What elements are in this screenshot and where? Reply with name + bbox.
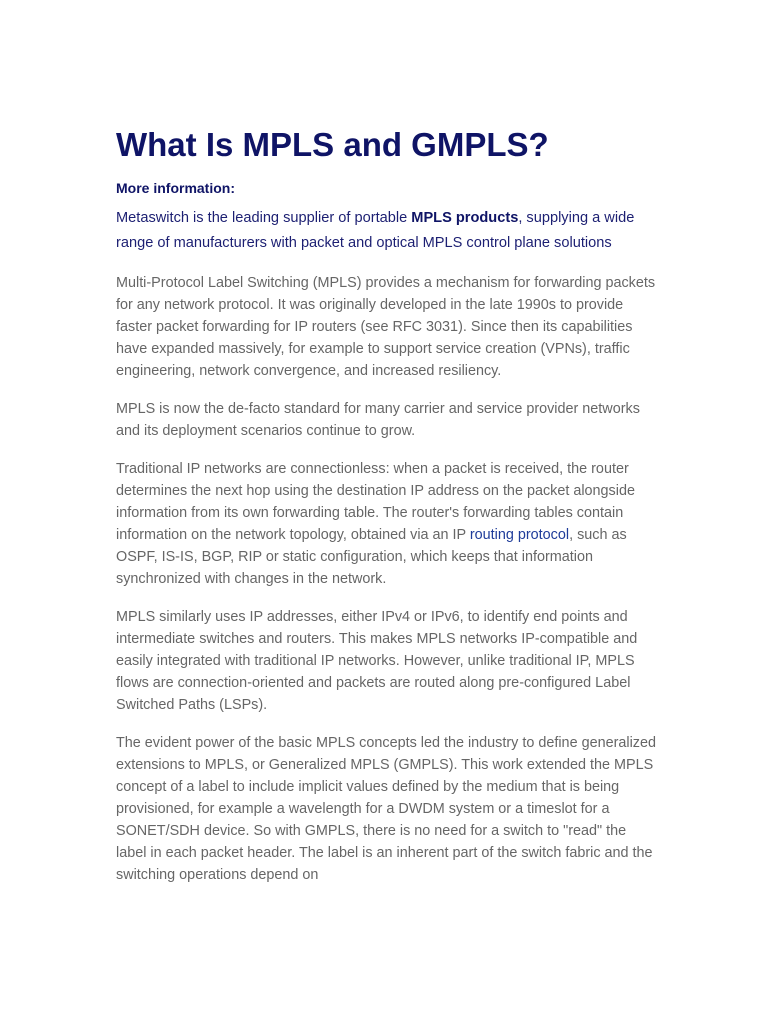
more-information-text (116, 206, 656, 256)
mpls-products-link[interactable]: MPLS products (411, 210, 519, 226)
article (116, 124, 656, 886)
paragraph-traditional-ip-after: , such as OSPF, IS-IS, BGP, RIP or static configuration, which keeps that information synchronized with changes in the network. (116, 527, 627, 587)
paragraph-mpls-ip-addresses: MPLS similarly uses IP addresses, either IPv4 or IPv6, to identify end points and intermediate switches and routers. This makes MPLS networks IP-compatible and easily integrated with traditional IP networks. However, unlike traditional IP, MPLS flows are connection-oriented and packets are routed along pre-configured Label Switched Paths (LSPs). (116, 609, 638, 713)
paragraph-mpls-intro: Multi-Protocol Label Switching (MPLS) provides a mechanism for forwarding packets for any network protocol. It was originally developed in the late 1990s to provide faster packet forwarding for IP routers (see RFC 3031). Since then its capabilities have expanded massively, for example to support service creation (VPNs), traffic engineering, network convergence, and increased resiliency. (116, 275, 656, 379)
paragraph-de-facto-standard: MPLS is now the de-facto standard for many carrier and service provider networks and its deployment scenarios continue to grow. (116, 401, 640, 439)
paragraph-traditional-ip (116, 458, 656, 590)
paragraph-gmpls: The evident power of the basic MPLS concepts led the industry to define generalized extensions to MPLS, or Generalized MPLS (GMPLS). This work extended the MPLS concept of a label to include implicit values defined by the medium that is being provisioned, for example a wavelength for a DWDM system or a timeslot for a SONET/SDH device. So with GMPLS, there is no need for a switch to "read" the label in each packet header. The label is an inherent part of the switch fabric and the switching operations depend on (116, 735, 656, 883)
more-information-tail: , supplying a wide range of manufacturers with packet and optical MPLS control plane solutions (116, 210, 635, 251)
more-information-heading: More information: (116, 180, 235, 196)
paragraph-traditional-ip-before: Traditional IP networks are connectionless: when a packet is received, the router determines the next hop using the destination IP address on the packet alongside information from its own forwarding table. The router's forwarding tables contain information on the network topology, obtained via an IP (116, 461, 635, 543)
page-title: What Is MPLS and GMPLS? (116, 126, 549, 163)
more-information-lead: Metaswitch is the leading supplier of portable (116, 210, 412, 226)
routing-protocol-link[interactable]: routing protocol (469, 527, 570, 543)
